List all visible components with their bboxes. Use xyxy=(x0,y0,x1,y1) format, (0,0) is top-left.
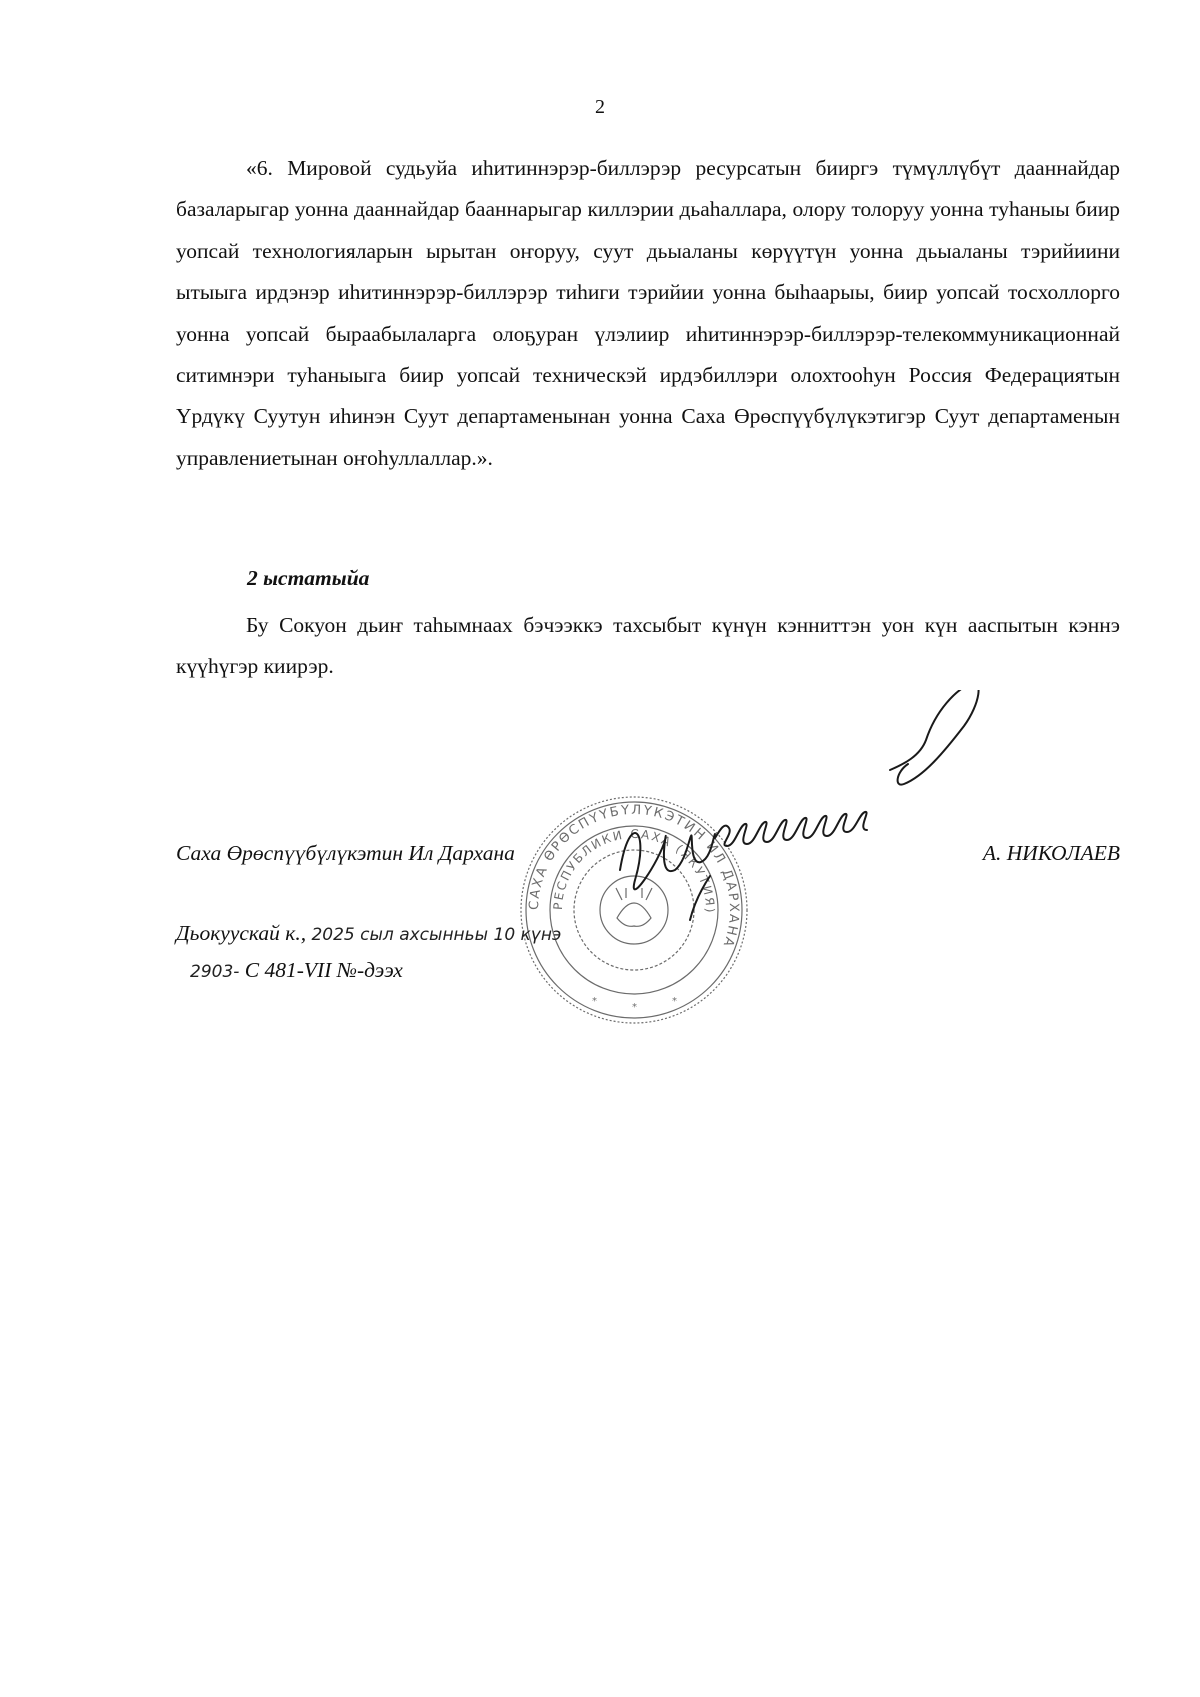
document-number xyxy=(190,958,403,983)
article-text: Бу Сокуон дьиҥ таһымнаах бэчээккэ тахсыбыт күнүн кэнниттэн уон күн ааспытын кэннэ күүһүгэр киирэр. xyxy=(176,613,1120,679)
seal-inner-text: РЕСПУБЛИКИ САХА (ЯКУТИЯ) xyxy=(550,826,718,915)
handwritten-date: 2025 сыл ахсынньы 10 күнэ xyxy=(311,925,562,945)
handwritten-number: 2903- xyxy=(190,962,240,982)
signatory-name: А. НИКОЛАЕВ xyxy=(982,841,1120,865)
seal-outer-text: САХА ӨРӨСПҮҮБҮЛҮКЭТИН ИЛ ДАРХАНА xyxy=(526,802,742,951)
signatory-title: Саха Өрөспүүбүлүкэтин Ил Дархана xyxy=(176,841,515,865)
svg-text:*: * xyxy=(672,996,677,1007)
place-date xyxy=(176,921,561,946)
handwritten-signature xyxy=(600,690,1040,940)
svg-text:*: * xyxy=(592,996,597,1007)
article-heading: 2 ыстатыйа xyxy=(247,566,370,590)
registration-number: С 481-VII №-дээх xyxy=(244,958,403,982)
page-number: 2 xyxy=(595,96,605,118)
svg-text:*: * xyxy=(632,1002,637,1013)
amendment-paragraph: «6. Мировой судьуйа иһитиннэрэр-биллэрэр ресурсатын бииргэ түмүллүбүт дааннайдар базаларыгар уонна дааннайдар бааннарыгар киллэрии дьаһаллара, олору толоруу уонна туһаныы биир уопсай технологияларын ырытан оҥоруу, суут дьыаланы көрүүтүн уонна дьыаланы тэрийиини ытыыга ирдэнэр иһитиннэрэр-биллэрэр тиһиги тэрийии уонна быһаарыы, биир уопсай тосхоллорго уонна уопсай быраабылаларга олоҕуран үлэлиир иһитиннэрэр-биллэрэр-телекоммуникационнай ситимнэри туһаныыга биир уопсай техническэй ирдэбиллэри олохтооһун Россия Федерациятын Үрдүкү Суутун иһинэн Суут департаменынан уонна Саха Өрөспүүбүлүкэтигэр Суут департаменын управлениетынан оҥоһуллаллар.». xyxy=(176,156,1120,470)
place-label: Дьокуускай к., xyxy=(176,921,307,945)
